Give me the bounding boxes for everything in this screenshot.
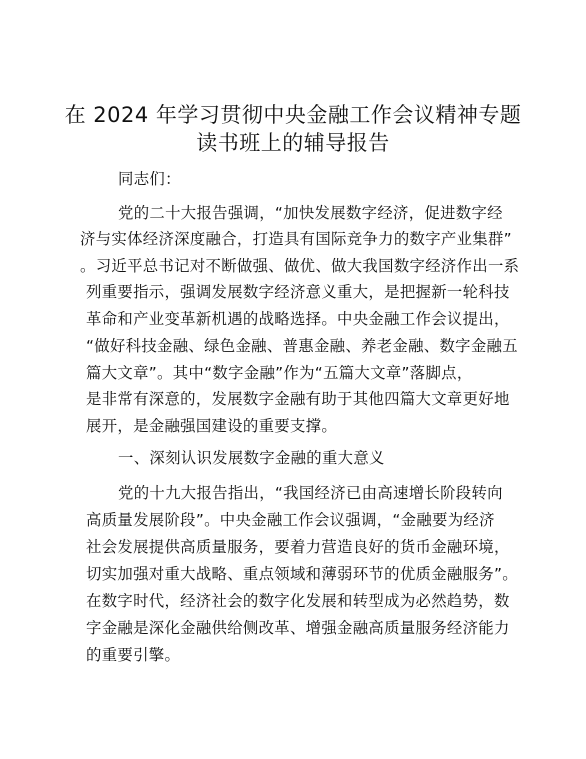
paragraph-1-line: 篇大文章”。其中“数字金融”作为“五篇大文章”落脚点， (86, 364, 473, 382)
paragraph-2-line: 高质量发展阶段”。中央金融工作会议强调，“金融要为经济 (86, 511, 495, 529)
paragraph-1-line: 列重要指示，强调发展数字经济意义重大，是把握新一轮科技 (86, 283, 510, 301)
salutation: 同志们： (118, 170, 181, 188)
paragraph-1-line: 展开，是金融强国建设的重要支撑。 (86, 417, 338, 435)
section-1-heading: 一、深刻认识发展数字金融的重大意义 (118, 449, 385, 467)
paragraph-2-line: 的重要引擎。 (86, 646, 181, 664)
paragraph-2-line: 字金融是深化金融供给侧改革、增强金融高质量服务经济能力 (86, 619, 510, 637)
paragraph-1-line: 济与实体经济深度融合，打造具有国际竞争力的数字产业集群” (80, 230, 512, 248)
paragraph-1-line: 是非常有深意的，发展数字金融有助于其他四篇大文章更好地 (86, 390, 510, 408)
paragraph-2-line: 社会发展提供高质量服务，要着力营造良好的货币金融环境， (86, 538, 510, 556)
document-title-line-2: 读书班上的辅导报告 (196, 131, 390, 155)
paragraph-1-line: 。习近平总书记对不断做强、做优、做大我国数字经济作出一系 (80, 257, 520, 275)
document-title-line-1: 在 2024 年学习贯彻中央金融工作会议精神专题 (64, 103, 522, 127)
paragraph-2-line: 在数字时代，经济社会的数字化发展和转型成为必然趋势，数 (86, 592, 510, 610)
paragraph-1-line: 党的二十大报告强调，“加快发展数字经济，促进数字经 (118, 204, 503, 222)
paragraph-2-line: 党的十九大报告指出，“我国经济已由高速增长阶段转向 (118, 484, 503, 502)
paragraph-1-line: 革命和产业变革新机遇的战略选择。中央金融工作会议提出， (86, 310, 510, 328)
paragraph-2-line: 切实加强对重大战略、重点领域和薄弱环节的优质金融服务”。 (86, 565, 518, 583)
paragraph-1-line: “做好科技金融、绿色金融、普惠金融、养老金融、数字金融五 (86, 337, 518, 355)
